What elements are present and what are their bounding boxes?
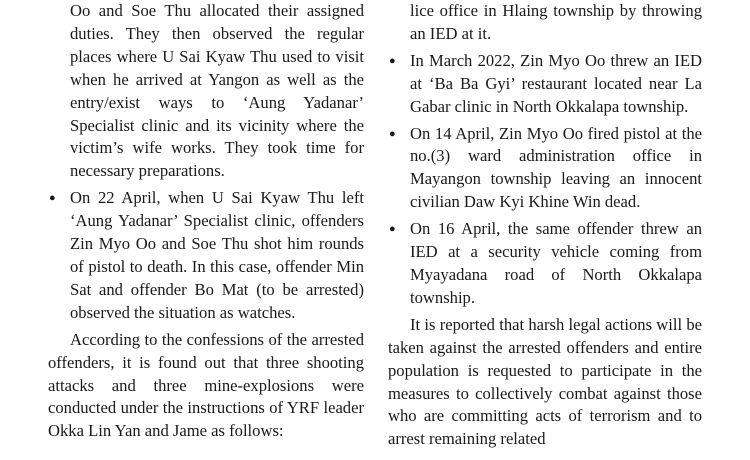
left-column xyxy=(48,0,364,443)
right-bullet-text: On 14 April, Zin Myo Oo fired pistol at the no.(3) ward administration office in Mayangon township leaving an innocent civilian Daw Kyi Khine Win dead. xyxy=(410,123,702,212)
bullet-icon: ● xyxy=(389,54,396,67)
right-bullet-text: In March 2022, Zin Myo Oo threw an IED at ‘Ba Ba Gyi’ restaurant located near La Gabar clinic in North Okkalapa township. xyxy=(410,50,702,116)
right-column xyxy=(388,0,702,451)
right-bullet-item xyxy=(388,50,702,119)
left-paragraph: According to the confessions of the arrested offenders, it is found out that three shooting attacks and three mine-explosions were conducted under the instructions of YRF leader Okka Lin Yan and Jame as follows: xyxy=(48,329,364,441)
bullet-icon: ● xyxy=(389,223,396,236)
right-bullet-item xyxy=(388,218,702,310)
right-continuation-text: lice office in Hlaing township by throwing an IED at it. xyxy=(410,1,702,43)
right-bullet-item xyxy=(388,123,702,215)
left-bullet-item xyxy=(48,187,364,324)
right-bullet-text: On 16 April, the same offender threw an IED at a security vehicle coming from Myayadana road of North Okkalapa township. xyxy=(410,219,702,307)
bullet-icon: ● xyxy=(49,192,56,205)
bullet-icon: ● xyxy=(389,127,396,140)
left-continuation-text: Oo and Soe Thu allocated their assigned duties. They then observed the regular places where U Sai Kyaw Thu used to visit when he arrived at Yangon as well as the entry/exist ways to ‘Aung Yadanar’ Specialist clinic and its vicinity where the victim’s wife works. They took time for necessary preparations. xyxy=(70,1,364,181)
left-bullet-text: On 22 April, when U Sai Kyaw Thu left ‘Aung Yadanar’ Specialist clinic, offenders Zin Myo Oo and Soe Thu shot him rounds of pistol to death. In this case, offender Min Sat and offender Bo Mat (to be arrested) observed the situation as watches. xyxy=(70,188,364,322)
right-paragraph: It is reported that harsh legal actions will be taken against the arrested offenders and entire population is requested to participate in the measures to collectively combat against those who are committing acts of terrorism and to arrest remaining related xyxy=(388,314,702,449)
